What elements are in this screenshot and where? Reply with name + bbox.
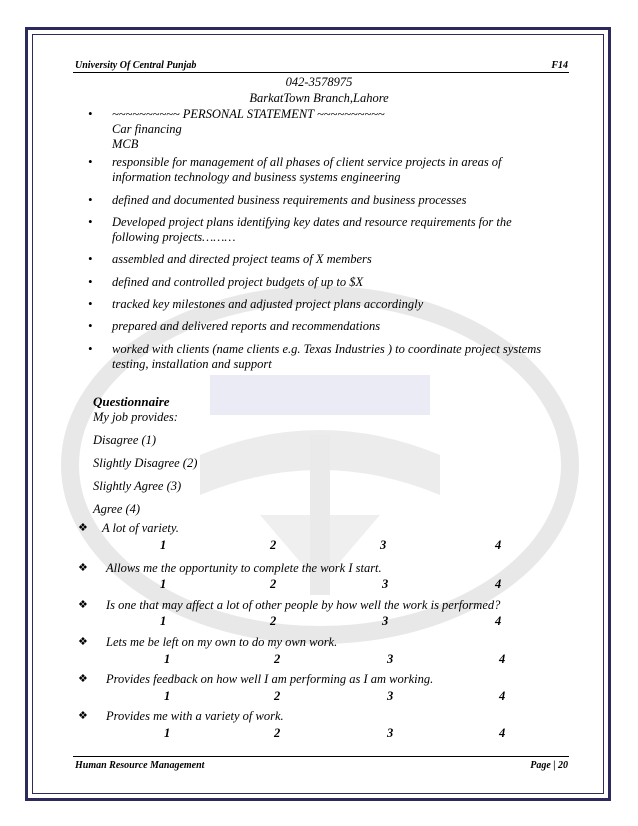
item-text: Provides feedback on how well I am performing as I am working. xyxy=(106,672,434,686)
statement-line: MCB xyxy=(112,137,139,151)
page-label: Page xyxy=(530,760,551,771)
scale-number: 4 xyxy=(495,538,502,552)
scale-number: 3 xyxy=(380,538,387,552)
diamond-bullet-icon: ❖ xyxy=(78,673,88,685)
bullet-text: defined and documented business requirements and business processes xyxy=(112,193,467,207)
diamond-bullet-icon: ❖ xyxy=(78,522,88,534)
diamond-bullet-icon: ❖ xyxy=(78,636,88,648)
bullet-icon: • xyxy=(88,107,93,121)
bullet-icon: • xyxy=(88,342,93,356)
diamond-bullet-icon: ❖ xyxy=(78,710,88,722)
scale-number: 1 xyxy=(164,689,171,703)
page-footer xyxy=(75,760,568,771)
scale-number: 2 xyxy=(274,689,281,703)
statement-line: Car financing xyxy=(112,122,182,136)
bullet-text: assembled and directed project teams of X members xyxy=(112,252,372,266)
scale-number: 3 xyxy=(387,726,394,740)
scale-option: Slightly Disagree (2) xyxy=(93,456,198,470)
scale-option: Disagree (1) xyxy=(93,433,157,447)
scale-number: 1 xyxy=(164,652,171,666)
page-header xyxy=(75,60,568,71)
page-number-value: 20 xyxy=(558,760,568,771)
header-right: F14 xyxy=(551,60,568,71)
header-left: University Of Central Punjab xyxy=(75,60,197,71)
bullet-icon: • xyxy=(88,252,93,266)
scale-number: 4 xyxy=(495,577,502,591)
scale-number: 3 xyxy=(387,652,394,666)
bullet-text: worked with clients (name clients e.g. Texas Industries ) to coordinate project systems testing, installation and support xyxy=(112,342,542,371)
statement-heading: ~~~~~~~~~~ PERSONAL STATEMENT ~~~~~~~~~~ xyxy=(112,107,385,121)
diamond-bullet-icon: ❖ xyxy=(78,599,88,611)
scale-option: Agree (4) xyxy=(93,502,141,516)
bullet-text: prepared and delivered reports and recommendations xyxy=(112,319,381,333)
contact-phone: 042-3578975 xyxy=(285,75,353,89)
bullet-text: tracked key milestones and adjusted project plans accordingly xyxy=(112,297,424,311)
scale-number: 2 xyxy=(270,538,277,552)
scale-number: 2 xyxy=(270,577,277,591)
scale-number: 1 xyxy=(160,538,167,552)
scale-number: 4 xyxy=(499,726,506,740)
scale-option: Slightly Agree (3) xyxy=(93,479,182,493)
diamond-bullet-icon: ❖ xyxy=(78,562,88,574)
item-text: Provides me with a variety of work. xyxy=(106,709,284,723)
contact-branch: BarkatTown Branch,Lahore xyxy=(249,91,389,105)
scale-number: 2 xyxy=(274,726,281,740)
bullet-icon: • xyxy=(88,215,93,229)
header-divider xyxy=(73,72,569,73)
item-text: Lets me be left on my own to do my own work. xyxy=(106,635,338,649)
scale-number: 3 xyxy=(382,614,389,628)
scale-number: 3 xyxy=(387,689,394,703)
bullet-text: defined and controlled project budgets of up to $X xyxy=(112,275,364,289)
bullet-text: responsible for management of all phases of client service projects in areas of information technology and business systems engineering xyxy=(112,155,502,184)
scale-number: 4 xyxy=(499,689,506,703)
bullet-icon: • xyxy=(88,275,93,289)
bullet-icon: • xyxy=(88,297,93,311)
footer-left: Human Resource Management xyxy=(75,760,205,771)
footer-divider xyxy=(73,756,569,757)
scale-number: 1 xyxy=(160,614,167,628)
bullet-icon: • xyxy=(88,155,93,169)
item-text: Is one that may affect a lot of other people by how well the work is performed? xyxy=(106,598,501,612)
scale-number: 2 xyxy=(274,652,281,666)
scale-number: 3 xyxy=(382,577,389,591)
questionnaire-title: Questionnaire xyxy=(93,394,170,409)
scale-number: 4 xyxy=(495,614,502,628)
item-text: Allows me the opportunity to complete the work I start. xyxy=(106,561,382,575)
page-number: Page | 20 xyxy=(530,760,568,771)
item-text: A lot of variety. xyxy=(102,521,179,535)
questionnaire-intro: My job provides: xyxy=(93,410,178,424)
scale-number: 2 xyxy=(270,614,277,628)
bullet-text: Developed project plans identifying key dates and resource requirements for the following projects……… xyxy=(112,215,512,244)
scale-number: 1 xyxy=(164,726,171,740)
scale-number: 1 xyxy=(160,577,167,591)
scale-number: 4 xyxy=(499,652,506,666)
bullet-icon: • xyxy=(88,319,93,333)
bullet-icon: • xyxy=(88,193,93,207)
